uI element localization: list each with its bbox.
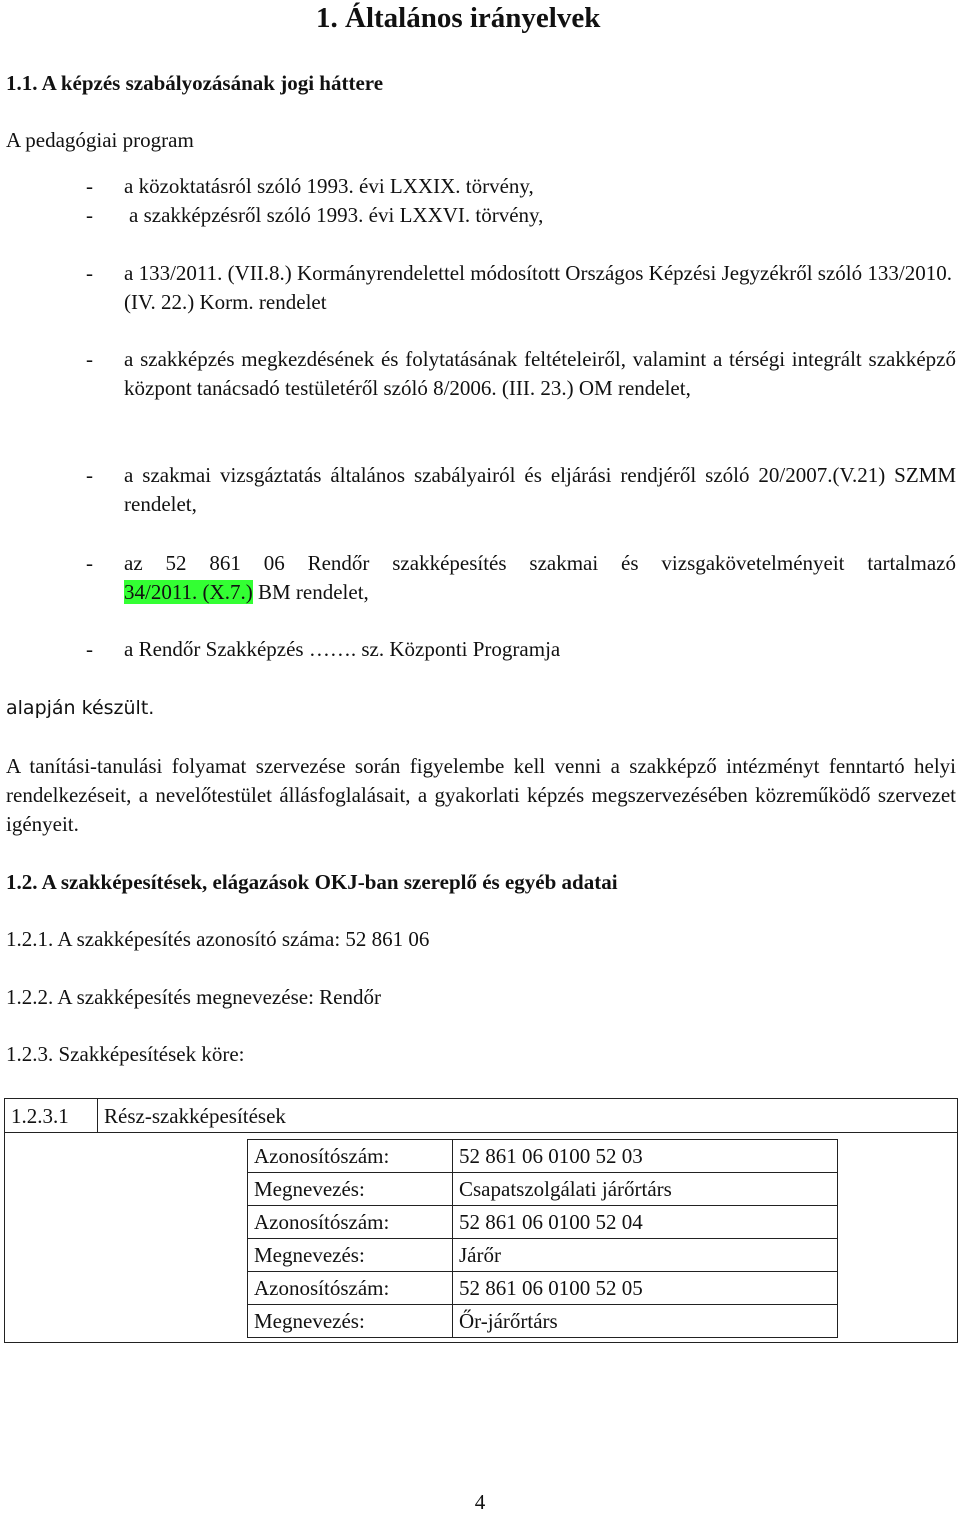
section-heading-1-2: 1.2. A szakképesítések, elágazások OKJ-ban szereplő és egyéb adatai	[6, 870, 618, 894]
section-heading-1-1: 1.1. A képzés szabályozásának jogi háttere	[6, 71, 384, 95]
row-label: Megnevezés:	[248, 1305, 453, 1338]
list-item-continuation	[124, 578, 369, 607]
list-item: a Rendőr Szakképzés ……. sz. Központi Programja	[124, 637, 561, 661]
list-dash: -	[86, 463, 93, 487]
row-value: Őr-járőrtárs	[453, 1305, 838, 1338]
table-row	[248, 1140, 838, 1173]
row-value: Csapatszolgálati járőrtárs	[453, 1173, 838, 1206]
row-value: Járőr	[453, 1239, 838, 1272]
list-item: a szakképzésről szóló 1993. évi LXXVI. törvény,	[129, 203, 544, 227]
table-header-row	[5, 1099, 958, 1133]
highlighted-reference: 34/2011. (X.7.)	[124, 580, 253, 604]
page-number: 4	[474, 1490, 486, 1514]
list-item: a közoktatásról szóló 1993. évi LXXIX. törvény,	[124, 174, 534, 198]
row-label: Azonosítószám:	[248, 1206, 453, 1239]
row-label: Megnevezés:	[248, 1239, 453, 1272]
list-item: a szakmai vizsgáztatás általános szabályairól és eljárási rendjéről szóló 20/2007.(V.21) SZMM rendelet,	[124, 463, 956, 516]
table-row	[248, 1173, 838, 1206]
qualification-name: 1.2.2. A szakképesítés megnevezése: Rendőr	[6, 985, 381, 1009]
row-label: Azonosítószám:	[248, 1140, 453, 1173]
row-value: 52 861 06 0100 52 05	[453, 1272, 838, 1305]
body-paragraph: A tanítási-tanulási folyamat szervezése során figyelembe kell venni a szakképző intézményt fenntartó helyi rendelkezéseit, a nevelőtestület állásfoglalásait, a gyakorlati képzés megszervezésében közreműködő szervezet igényeit.	[6, 754, 956, 836]
partial-qualifications-table	[247, 1139, 838, 1338]
table-body-cell	[5, 1133, 958, 1343]
list-dash: -	[86, 637, 93, 661]
list-item: a 133/2011. (VII.8.) Kormányrendelettel módosított Országos Képzési Jegyzékről szóló 133/2010. (IV. 22.) Korm. rendelet	[124, 261, 952, 314]
table-cell-title: Rész-szakképesítések	[98, 1099, 958, 1133]
list-item: az 52 861 06 Rendőr szakképesítés szakmai és vizsgakövetelményeit tartalmazó	[124, 551, 956, 575]
qualifications-table	[4, 1098, 958, 1343]
table-row	[248, 1239, 838, 1272]
table-row	[248, 1305, 838, 1338]
list-dash: -	[86, 203, 93, 227]
row-value: 52 861 06 0100 52 03	[453, 1140, 838, 1173]
list-item: a szakképzés megkezdésének és folytatásának feltételeiről, valamint a térségi integrált szakképző központ tanácsadó testületéről szóló 8/2006. (III. 23.) OM rendelet,	[124, 347, 956, 400]
list-dash: -	[86, 551, 93, 575]
table-cell-number: 1.2.3.1	[5, 1099, 98, 1133]
list-dash: -	[86, 174, 93, 198]
list-dash: -	[86, 261, 93, 285]
row-value: 52 861 06 0100 52 04	[453, 1206, 838, 1239]
closing-text: alapján készült.	[6, 697, 155, 719]
qualification-id: 1.2.1. A szakképesítés azonosító száma: 52 861 06	[6, 927, 430, 951]
intro-text: A pedagógiai program	[6, 128, 194, 152]
qualification-scope: 1.2.3. Szakképesítések köre:	[6, 1042, 245, 1066]
list-item-suffix: BM rendelet,	[257, 580, 369, 604]
page-title: 1. Általános irányelvek	[316, 2, 601, 34]
list-dash: -	[86, 347, 93, 371]
row-label: Megnevezés:	[248, 1173, 453, 1206]
row-label: Azonosítószám:	[248, 1272, 453, 1305]
table-row	[248, 1206, 838, 1239]
table-row	[248, 1272, 838, 1305]
